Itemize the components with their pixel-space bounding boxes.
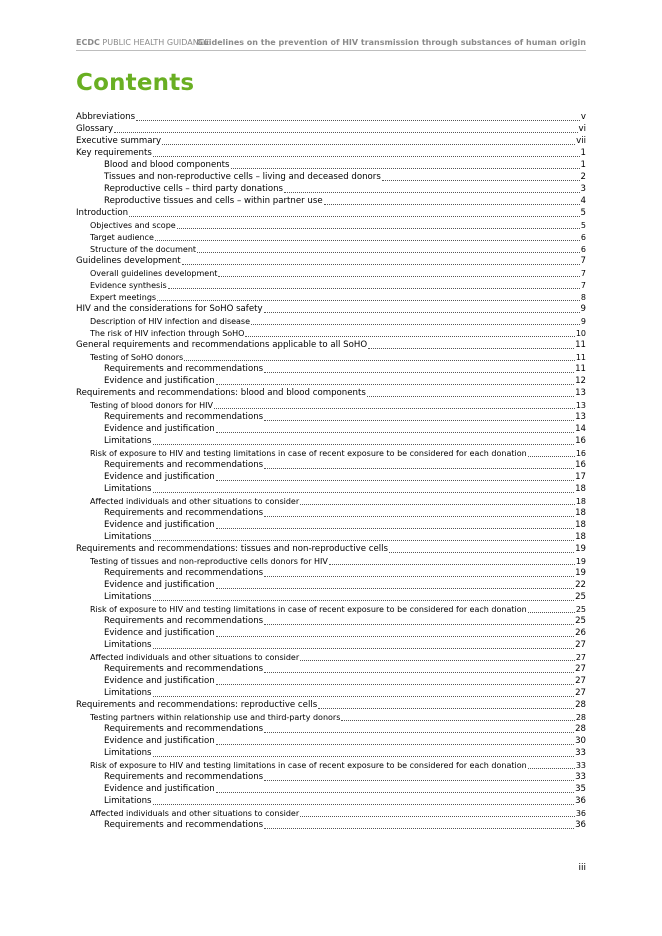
toc-entry[interactable] [76, 135, 586, 147]
toc-entry[interactable] [76, 243, 586, 255]
toc-entry-title: Limitations [104, 748, 152, 758]
toc-entry[interactable] [76, 747, 586, 759]
toc-entry-page: 5 [580, 221, 586, 230]
toc-entry-page: 16 [575, 449, 586, 458]
toc-dot-leader [153, 600, 575, 601]
toc-entry-title: Testing partners within relationship use and third-party donors [90, 713, 341, 722]
toc-dot-leader [264, 780, 574, 781]
table-of-contents [76, 111, 586, 831]
toc-entry-title: Limitations [104, 640, 152, 650]
toc-dot-leader [216, 480, 574, 481]
toc-entry-title: Evidence and justification [104, 784, 215, 794]
toc-entry-page: 6 [580, 233, 586, 242]
toc-entry-page: 7 [580, 281, 586, 290]
toc-entry[interactable] [76, 471, 586, 483]
toc-dot-leader [216, 588, 574, 589]
toc-dot-leader [153, 648, 575, 649]
toc-entry[interactable] [76, 723, 586, 735]
toc-entry-title: Key requirements [76, 148, 152, 158]
toc-dot-leader [129, 216, 579, 217]
toc-dot-leader [184, 360, 575, 361]
toc-entry-title: Requirements and recommendations [104, 772, 264, 782]
toc-entry-title: Evidence and justification [104, 736, 215, 746]
toc-dot-leader [231, 168, 580, 169]
toc-entry-title: Requirements and recommendations [104, 460, 264, 470]
toc-entry-title: Evidence and justification [104, 628, 215, 638]
toc-entry-title: Glossary [76, 124, 114, 134]
toc-entry-page: 10 [575, 329, 586, 338]
toc-entry[interactable] [76, 543, 586, 555]
toc-entry-title: Testing of SoHO donors [90, 353, 184, 362]
toc-entry-page: 28 [575, 713, 586, 722]
toc-dot-leader [264, 828, 574, 829]
toc-entry-page: 7 [580, 256, 586, 266]
toc-entry-page: 2 [580, 172, 586, 182]
toc-dot-leader [216, 636, 574, 637]
toc-entry-title: Blood and blood components [104, 160, 230, 170]
toc-entry-page: 27 [575, 688, 586, 698]
toc-entry-title: Requirements and recommendations: reproductive cells [76, 700, 318, 710]
toc-entry-title: Affected individuals and other situations to consider [90, 497, 300, 506]
toc-entry-title: Target audience [90, 233, 154, 242]
toc-entry-title: Requirements and recommendations [104, 568, 264, 578]
toc-dot-leader [264, 576, 574, 577]
toc-entry[interactable] [76, 795, 586, 807]
toc-entry-title: Requirements and recommendations [104, 412, 264, 422]
toc-entry-page: 25 [575, 592, 586, 602]
toc-entry-page: 16 [575, 460, 586, 470]
toc-entry[interactable] [76, 507, 586, 519]
toc-entry-title: Requirements and recommendations: blood and blood components [76, 388, 366, 398]
toc-entry-title: Requirements and recommendations [104, 616, 264, 626]
toc-entry-page: 3 [580, 184, 586, 194]
toc-dot-leader [264, 624, 574, 625]
toc-dot-leader [153, 756, 575, 757]
toc-dot-leader [114, 132, 577, 133]
toc-dot-leader [153, 804, 575, 805]
toc-entry[interactable] [76, 387, 586, 399]
toc-entry-title: Requirements and recommendations: tissues and non-reproductive cells [76, 544, 389, 554]
toc-dot-leader [300, 816, 575, 817]
toc-entry-title: Objectives and scope [90, 221, 176, 230]
toc-entry[interactable] [76, 231, 586, 243]
toc-entry[interactable] [76, 363, 586, 375]
toc-dot-leader [153, 444, 575, 445]
toc-entry-page: 19 [575, 557, 586, 566]
toc-entry-page: 5 [580, 208, 586, 218]
toc-entry-page: 27 [575, 664, 586, 674]
toc-dot-leader [324, 204, 580, 205]
toc-entry[interactable] [76, 735, 586, 747]
toc-dot-leader [329, 564, 575, 565]
toc-entry-title: Reproductive cells – third party donations [104, 184, 284, 194]
header-section: PUBLIC HEALTH GUIDANCE [102, 38, 210, 47]
toc-dot-leader [251, 324, 580, 325]
toc-entry[interactable] [76, 171, 586, 183]
toc-entry[interactable] [76, 807, 586, 819]
header-left [76, 38, 209, 47]
toc-entry-title: Requirements and recommendations [104, 364, 264, 374]
toc-entry[interactable] [76, 411, 586, 423]
toc-dot-leader [168, 288, 580, 289]
toc-dot-leader [284, 192, 580, 193]
toc-entry-page: 17 [575, 472, 586, 482]
toc-entry-page: 27 [575, 653, 586, 662]
toc-entry-page: 36 [575, 796, 586, 806]
toc-entry-title: Evidence and justification [104, 472, 215, 482]
toc-entry[interactable] [76, 699, 586, 711]
toc-entry-title: Limitations [104, 436, 152, 446]
toc-entry[interactable] [76, 663, 586, 675]
toc-entry[interactable] [76, 375, 586, 387]
toc-dot-leader [245, 336, 574, 337]
toc-dot-leader [216, 792, 574, 793]
toc-entry-page: 4 [580, 196, 586, 206]
toc-entry-page: 18 [575, 508, 586, 518]
toc-dot-leader [528, 456, 575, 457]
toc-entry[interactable] [76, 303, 586, 315]
toc-entry-page: 16 [575, 436, 586, 446]
toc-entry-title: Limitations [104, 532, 152, 542]
toc-entry[interactable] [76, 279, 586, 291]
toc-entry-page: v [580, 112, 586, 122]
toc-entry[interactable] [76, 591, 586, 603]
toc-dot-leader [264, 420, 574, 421]
toc-entry-page: 28 [575, 700, 586, 710]
toc-entry-title: Requirements and recommendations [104, 664, 264, 674]
toc-entry[interactable] [76, 195, 586, 207]
toc-entry[interactable] [76, 339, 586, 351]
toc-dot-leader [264, 672, 574, 673]
toc-entry-page: 33 [575, 761, 586, 770]
toc-dot-leader [300, 504, 575, 505]
toc-dot-leader [182, 264, 580, 265]
toc-dot-leader [218, 276, 579, 277]
toc-entry-title: The risk of HIV infection through SoHO [90, 329, 245, 338]
toc-entry[interactable] [76, 603, 586, 615]
toc-entry-page: 28 [575, 724, 586, 734]
toc-entry-page: 19 [575, 568, 586, 578]
toc-dot-leader [341, 720, 574, 721]
toc-entry[interactable] [76, 639, 586, 651]
toc-entry[interactable] [76, 615, 586, 627]
toc-entry-title: Evidence synthesis [90, 281, 167, 290]
toc-dot-leader [528, 612, 575, 613]
toc-entry[interactable] [76, 255, 586, 267]
toc-entry[interactable] [76, 819, 586, 831]
toc-entry-title: Risk of exposure to HIV and testing limitations in case of recent exposure to be considered for each donation [90, 761, 527, 770]
toc-entry-title: Evidence and justification [104, 424, 215, 434]
toc-entry-page: 18 [575, 484, 586, 494]
toc-entry[interactable] [76, 315, 586, 327]
toc-dot-leader [264, 516, 574, 517]
toc-entry-page: 18 [575, 520, 586, 530]
toc-entry-page: 8 [580, 293, 586, 302]
toc-entry-title: Abbreviations [76, 112, 136, 122]
toc-entry[interactable] [76, 531, 586, 543]
toc-entry-page: 22 [575, 580, 586, 590]
toc-dot-leader [157, 300, 580, 301]
toc-entry-page: 1 [580, 160, 586, 170]
toc-entry-page: 1 [580, 148, 586, 158]
toc-entry-page: 30 [575, 736, 586, 746]
toc-dot-leader [153, 492, 575, 493]
toc-entry-page: 11 [575, 340, 586, 350]
toc-entry[interactable] [76, 711, 586, 723]
toc-entry[interactable] [76, 111, 586, 123]
toc-dot-leader [367, 396, 574, 397]
toc-entry[interactable] [76, 567, 586, 579]
toc-entry-title: Limitations [104, 592, 152, 602]
toc-entry-page: 12 [575, 376, 586, 386]
toc-entry-title: Evidence and justification [104, 520, 215, 530]
toc-entry[interactable] [76, 495, 586, 507]
toc-entry[interactable] [76, 219, 586, 231]
toc-entry-title: Affected individuals and other situations to consider [90, 653, 300, 662]
running-header [76, 38, 586, 51]
toc-entry-page: 33 [575, 748, 586, 758]
toc-entry[interactable] [76, 159, 586, 171]
toc-entry[interactable] [76, 555, 586, 567]
toc-entry-page: 25 [575, 605, 586, 614]
toc-dot-leader [214, 408, 575, 409]
toc-entry[interactable] [76, 435, 586, 447]
toc-entry-title: Evidence and justification [104, 676, 215, 686]
toc-entry-title: Requirements and recommendations [104, 724, 264, 734]
toc-entry-title: Reproductive tissues and cells – within partner use [104, 196, 323, 206]
toc-entry-page: 9 [580, 304, 586, 314]
toc-dot-leader [264, 372, 574, 373]
toc-entry-page: 11 [575, 364, 586, 374]
toc-entry-title: Description of HIV infection and disease [90, 317, 251, 326]
toc-entry-title: Risk of exposure to HIV and testing limitations in case of recent exposure to be considered for each donation [90, 605, 527, 614]
header-doc-title: Guidelines on the prevention of HIV transmission through substances of human origin [196, 38, 586, 47]
toc-entry-title: Testing of blood donors for HIV [90, 401, 213, 410]
header-org: ECDC [76, 38, 100, 47]
toc-entry[interactable] [76, 579, 586, 591]
toc-dot-leader [216, 528, 574, 529]
toc-entry[interactable] [76, 183, 586, 195]
toc-dot-leader [264, 312, 580, 313]
toc-entry[interactable] [76, 147, 586, 159]
toc-entry[interactable] [76, 687, 586, 699]
toc-entry[interactable] [76, 267, 586, 279]
toc-entry-title: Evidence and justification [104, 580, 215, 590]
toc-entry-page: 27 [575, 676, 586, 686]
toc-entry-title: Limitations [104, 796, 152, 806]
toc-dot-leader [264, 468, 574, 469]
toc-dot-leader [162, 144, 575, 145]
toc-entry-page: vi [578, 124, 586, 134]
toc-dot-leader [382, 180, 580, 181]
toc-entry-page: vii [576, 136, 586, 146]
toc-dot-leader [216, 744, 574, 745]
toc-entry[interactable] [76, 399, 586, 411]
toc-dot-leader [318, 708, 574, 709]
toc-dot-leader [389, 552, 574, 553]
toc-dot-leader [197, 252, 580, 253]
toc-entry-title: Structure of the document [90, 245, 197, 254]
toc-entry-page: 36 [575, 820, 586, 830]
toc-entry[interactable] [76, 327, 586, 339]
toc-entry-title: Affected individuals and other situations to consider [90, 809, 300, 818]
toc-entry-title: Requirements and recommendations [104, 820, 264, 830]
toc-entry-page: 25 [575, 616, 586, 626]
toc-entry[interactable] [76, 675, 586, 687]
toc-dot-leader [368, 348, 574, 349]
toc-entry-title: Expert meetings [90, 293, 157, 302]
toc-entry-page: 36 [575, 809, 586, 818]
toc-dot-leader [136, 120, 580, 121]
toc-dot-leader [153, 540, 575, 541]
toc-entry-page: 13 [575, 412, 586, 422]
toc-dot-leader [300, 660, 575, 661]
toc-entry-page: 9 [580, 317, 586, 326]
toc-entry-title: Executive summary [76, 136, 162, 146]
toc-dot-leader [177, 228, 580, 229]
toc-entry-page: 18 [575, 497, 586, 506]
toc-entry[interactable] [76, 759, 586, 771]
toc-entry[interactable] [76, 651, 586, 663]
toc-entry-page: 11 [575, 353, 586, 362]
toc-entry-page: 35 [575, 784, 586, 794]
toc-entry-title: Introduction [76, 208, 129, 218]
toc-dot-leader [155, 240, 580, 241]
toc-entry[interactable] [76, 207, 586, 219]
toc-entry-title: Limitations [104, 484, 152, 494]
toc-entry[interactable] [76, 627, 586, 639]
toc-entry[interactable] [76, 123, 586, 135]
toc-entry-title: Overall guidelines development [90, 269, 218, 278]
toc-entry-title: Requirements and recommendations [104, 508, 264, 518]
toc-entry-title: Guidelines development [76, 256, 181, 266]
toc-entry-page: 7 [580, 269, 586, 278]
toc-entry-page: 6 [580, 245, 586, 254]
toc-entry-page: 18 [575, 532, 586, 542]
toc-dot-leader [264, 732, 574, 733]
toc-dot-leader [216, 684, 574, 685]
toc-entry-page: 14 [575, 424, 586, 434]
toc-entry[interactable] [76, 351, 586, 363]
toc-entry[interactable] [76, 483, 586, 495]
toc-entry-title: Evidence and justification [104, 376, 215, 386]
toc-entry[interactable] [76, 783, 586, 795]
toc-entry-title: Testing of tissues and non-reproductive cells donors for HIV [90, 557, 328, 566]
toc-entry-page: 13 [575, 388, 586, 398]
toc-entry[interactable] [76, 519, 586, 531]
toc-entry-page: 19 [575, 544, 586, 554]
toc-dot-leader [153, 156, 580, 157]
toc-dot-leader [528, 768, 575, 769]
toc-entry[interactable] [76, 291, 586, 303]
toc-entry-title: Risk of exposure to HIV and testing limitations in case of recent exposure to be considered for each donation [90, 449, 527, 458]
toc-entry-page: 26 [575, 628, 586, 638]
toc-entry[interactable] [76, 459, 586, 471]
toc-entry[interactable] [76, 447, 586, 459]
toc-entry[interactable] [76, 423, 586, 435]
page-number: iii [578, 863, 586, 873]
toc-entry-title: General requirements and recommendations applicable to all SoHO [76, 340, 368, 350]
toc-entry-page: 27 [575, 640, 586, 650]
toc-dot-leader [216, 384, 574, 385]
toc-entry-title: Limitations [104, 688, 152, 698]
toc-entry-page: 13 [575, 401, 586, 410]
toc-entry-title: HIV and the considerations for SoHO safety [76, 304, 263, 314]
page-title: Contents [76, 70, 195, 96]
toc-entry-page: 33 [575, 772, 586, 782]
toc-entry[interactable] [76, 771, 586, 783]
toc-dot-leader [216, 432, 574, 433]
toc-dot-leader [153, 696, 575, 697]
toc-entry-title: Tissues and non-reproductive cells – living and deceased donors [104, 172, 381, 182]
